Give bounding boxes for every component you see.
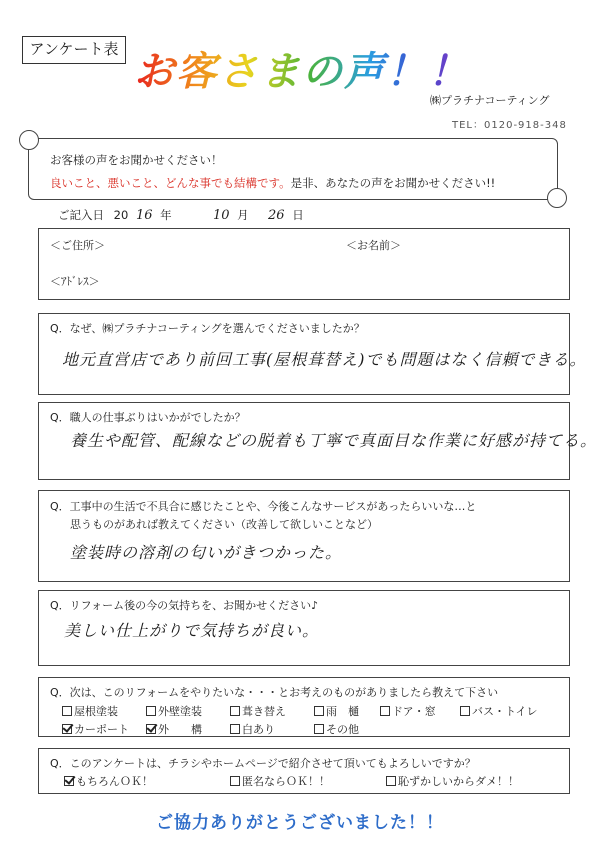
checkbox[interactable] [230,706,240,716]
month-value[interactable]: 10 [212,208,230,223]
permission-anonymous[interactable] [230,773,330,789]
answer-2[interactable]: 養生や配管、配線などの脱着も丁寧で真面目な作業に好感が持てる。 [70,431,598,450]
question-3-text-line-2: 思うものがあれば教えてください（改善して欲しいことなど） [70,518,378,531]
answer-3[interactable]: 塗装時の溶剤の匂いがきつかった。 [70,543,343,562]
checkbox-checked[interactable] [62,724,72,734]
option-label: カーポート [74,723,129,736]
option-gutter[interactable] [314,703,359,719]
checkbox[interactable] [380,706,390,716]
option-label: 葺き替え [242,705,286,718]
checkbox-checked[interactable] [146,724,156,734]
option-reroof[interactable] [230,703,286,719]
intro-line-2-rest: 是非、あなたの声をお聞かせください!! [290,176,496,190]
question-5-text: Q．次は、このリフォームをやりたいな・・・とお考えのものがありましたら教えて下さい [50,686,499,699]
day-unit: 日 [292,208,304,222]
option-label: もちろんＯＫ！ [76,775,153,788]
answer-1[interactable]: 地元直営店であり前回工事(屋根葺替え)でも問題はなく信頼できる。 [62,350,587,369]
checkbox[interactable] [62,706,72,716]
question-6-text: Q．このアンケートは、チラシやホームページで紹介させて頂いてもよろしいですか？ [50,757,476,770]
scroll-curl-top-left [19,130,39,150]
year-unit: 年 [160,208,172,222]
intro-line-1: お客様の声をお聞かせください！ [50,153,223,167]
checkbox[interactable] [146,706,156,716]
day-value[interactable]: 26 [267,208,285,223]
company-name: ㈱プラチナコーティング [430,94,550,107]
option-label: 恥ずかしいからダメ！！ [398,775,519,788]
option-exterior[interactable] [146,721,202,737]
option-bath-toilet[interactable] [460,703,537,719]
contact-box [38,228,570,300]
question-4-text: Q．リフォーム後の今の気持ちを、お聞かせください♪ [50,599,319,612]
checkbox[interactable] [230,724,240,734]
option-door-window[interactable] [380,703,436,719]
date-label: ご記入日 [58,208,104,222]
entry-date [58,207,304,223]
closing-message: ご協力ありがとうございました！！ [156,813,444,833]
intro-line-2 [50,175,495,191]
option-wall-paint[interactable] [146,703,202,719]
year-prefix: 20 [113,208,129,222]
checkbox[interactable] [386,776,396,786]
option-label: 白あり [242,723,275,736]
option-other[interactable] [314,721,359,737]
page-title: お客さまの声！！ [134,40,470,97]
checkbox[interactable] [460,706,470,716]
year-value[interactable]: 16 [135,208,153,223]
option-label: 外 構 [158,723,202,736]
address-label: ＜ご住所＞ [50,239,105,252]
scroll-curl-bottom-right [547,188,567,208]
email-label: ＜ｱﾄﾞﾚｽ＞ [50,275,100,288]
intro-highlight: 良いこと、悪いこと、どんな事でも結構です。 [50,176,291,190]
question-1-text: Q．なぜ、㈱プラチナコーティングを選んでくださいましたか？ [50,322,365,335]
checkbox[interactable] [314,724,324,734]
option-roof-paint[interactable] [62,703,118,719]
name-label: ＜お名前＞ [346,239,401,252]
question-2-text: Q．職人の仕事ぶりはいかがでしたか？ [50,411,246,424]
answer-4[interactable]: 美しい仕上がりで気持ちが良い。 [64,621,320,640]
permission-no[interactable] [386,773,519,789]
option-label: 外壁塗装 [158,705,202,718]
option-label: 匿名ならＯＫ！！ [242,775,330,788]
checkbox-checked[interactable] [64,776,74,786]
option-label: その他 [326,723,359,736]
question-3-text-line-1: Q．工事中の生活で不具合に感じたことや、今後こんなサービスがあったらいいな…と [50,500,477,513]
checkbox[interactable] [230,776,240,786]
option-label: 雨 樋 [326,705,359,718]
month-unit: 月 [237,208,249,222]
option-label: バス・トイレ [472,705,538,718]
survey-tag: アンケート表 [22,36,126,64]
option-label: 屋根塗装 [74,705,118,718]
option-termite[interactable] [230,721,275,737]
telephone: TEL：0120-918-348 [452,120,567,131]
checkbox[interactable] [314,706,324,716]
option-carport[interactable] [62,721,129,737]
option-label: ドア・窓 [392,705,436,718]
permission-ok[interactable] [64,773,153,789]
